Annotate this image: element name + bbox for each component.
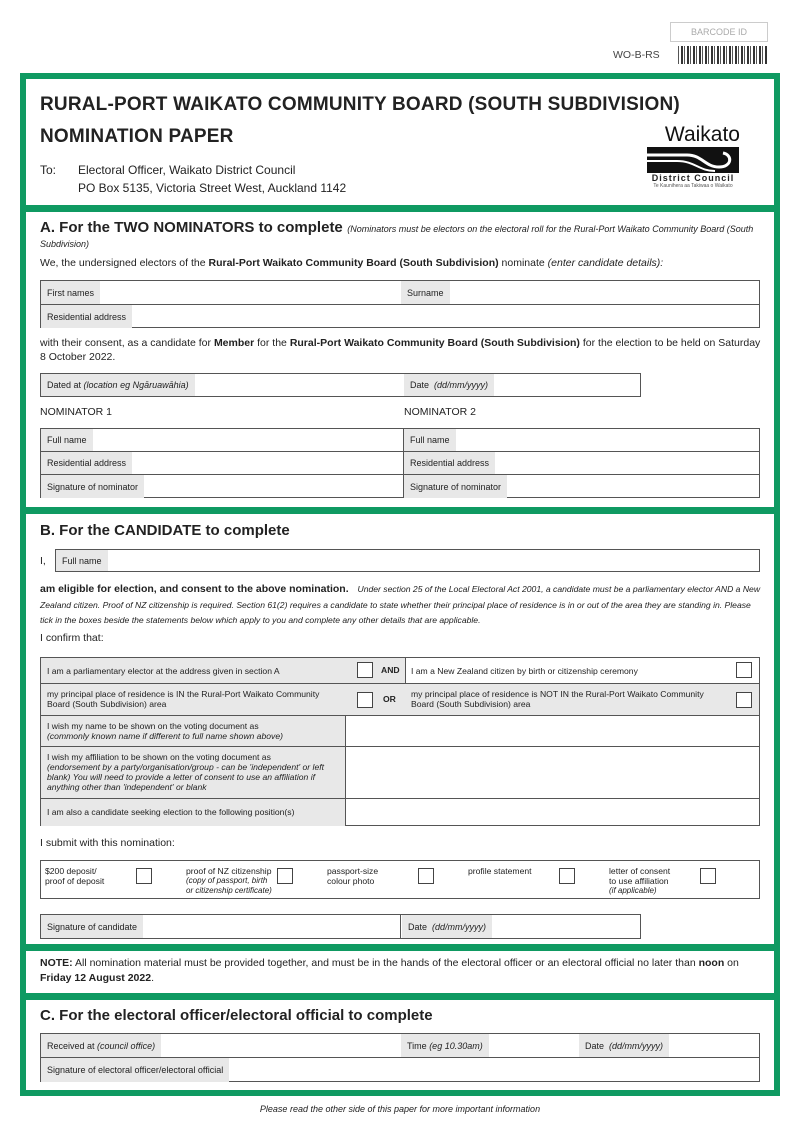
section-divider bbox=[20, 944, 780, 951]
page-subtitle: NOMINATION PAPER bbox=[40, 126, 234, 147]
and-label: AND bbox=[381, 665, 400, 675]
section-a-intro: We, the undersigned electors of the Rural-Port Waikato Community Board (South Subdivision) nominate (enter candidate details): bbox=[40, 257, 664, 269]
surname-field[interactable]: Surname bbox=[401, 281, 759, 304]
candidate-full-name-field[interactable]: Full name bbox=[55, 549, 760, 572]
nz-citizen-checkbox[interactable] bbox=[736, 662, 752, 678]
residence-in-text: my principal place of residence is IN the Rural-Port Waikato Community Board (South Subdivision) area bbox=[47, 689, 320, 709]
nominator-1-label: NOMINATOR 1 bbox=[40, 406, 112, 418]
received-at-field[interactable]: Received at (council office) bbox=[41, 1034, 401, 1057]
submit-item-checkbox[interactable] bbox=[418, 868, 434, 884]
residence-not-in-text: my principal place of residence is NOT IN the Rural-Port Waikato Community Board (South Subdivision) area bbox=[411, 689, 704, 709]
submit-item-checkbox[interactable] bbox=[559, 868, 575, 884]
residence-not-in-checkbox[interactable] bbox=[736, 692, 752, 708]
i-label: I, bbox=[40, 555, 46, 567]
submit-item bbox=[609, 866, 746, 896]
submit-item bbox=[468, 866, 605, 896]
other-positions-field[interactable] bbox=[347, 799, 759, 826]
nominator-1-address[interactable]: Residential address bbox=[41, 452, 403, 474]
official-table bbox=[40, 1033, 760, 1082]
confirm-label: I confirm that: bbox=[40, 632, 104, 644]
submit-item-label: profile statement bbox=[468, 866, 532, 876]
submit-item-checkbox[interactable] bbox=[136, 868, 152, 884]
consent-text: with their consent, as a candidate for Member for the Rural-Port Waikato Community Board (South Subdivision) for the election to be held on Saturday 8 October 2022. bbox=[40, 337, 761, 363]
barcode-image bbox=[678, 46, 768, 64]
submit-item-label: $200 deposit/ proof of deposit bbox=[45, 866, 105, 886]
submit-item-label: letter of consent to use affiliation bbox=[609, 866, 671, 886]
parliamentary-elector-checkbox[interactable] bbox=[357, 662, 373, 678]
address-line-2: PO Box 5135, Victoria Street West, Auckland 1142 bbox=[78, 181, 347, 195]
nominator-2-address[interactable]: Residential address bbox=[404, 452, 759, 474]
submit-item-note: (if applicable) bbox=[609, 886, 657, 895]
nz-citizen-text: I am a New Zealand citizen by birth or citizenship ceremony bbox=[411, 666, 638, 676]
first-names-field[interactable]: First names bbox=[41, 281, 401, 304]
submit-item-label: passport-size colour photo bbox=[327, 866, 379, 886]
affiliation-field[interactable] bbox=[347, 747, 759, 798]
nominator-2-full-name[interactable]: Full name bbox=[404, 429, 759, 451]
to-label: To: bbox=[40, 163, 57, 177]
section-b-heading: B. For the CANDIDATE to complete bbox=[40, 522, 290, 539]
candidate-signature-field[interactable]: Signature of candidate bbox=[41, 915, 401, 938]
affiliation-label: I wish my affiliation to be shown on the voting document as (endorsement by a party/organisation/group - can be 'independent' or left blank) You will need to provide a letter of consent to use an affiliation if anything other than 'independent' or blank bbox=[41, 747, 346, 798]
section-c-heading: C. For the electoral officer/electoral official to complete bbox=[40, 1007, 433, 1024]
candidate-date-field[interactable]: Date (dd/mm/yyyy) bbox=[402, 915, 640, 938]
or-label: OR bbox=[383, 694, 396, 704]
barcode-id-box: BARCODE ID bbox=[670, 22, 768, 42]
residence-in-checkbox[interactable] bbox=[357, 692, 373, 708]
nominator-2-label: NOMINATOR 2 bbox=[404, 406, 476, 418]
voting-name-field[interactable] bbox=[347, 716, 759, 746]
submit-label: I submit with this nomination: bbox=[40, 837, 175, 849]
candidate-details-table bbox=[40, 280, 760, 328]
submit-item bbox=[186, 866, 323, 896]
received-date-field[interactable]: Date (dd/mm/yyyy) bbox=[579, 1034, 759, 1057]
submit-item bbox=[327, 866, 464, 896]
nominator-1-full-name[interactable]: Full name bbox=[41, 429, 403, 451]
submit-item bbox=[45, 866, 182, 896]
eligibility-text: am eligible for election, and consent to the above nomination. Under section 25 of the Local Electoral Act 2001, a candidate must be a parliamentary elector AND a New Zealand citizen. Proof of NZ citizenship is required. Section 61(2) requires a candidate to state whether their principal place of residence is in or out of the area they are standing in. Please tick in the boxes beside the statements below which apply to you and complete any other details that are applicable. bbox=[40, 583, 761, 625]
dated-at-field[interactable]: Dated at (location eg Ngāruawāhia) bbox=[41, 374, 401, 396]
nominator-2-signature[interactable]: Signature of nominator bbox=[404, 475, 759, 498]
footer-note: Please read the other side of this paper for more important information bbox=[259, 1104, 541, 1114]
waikato-logo: Waikato District Council Te Kaunihera aa Takiwaa o Waikato bbox=[646, 124, 740, 189]
submit-items bbox=[40, 860, 760, 899]
submit-item-checkbox[interactable] bbox=[700, 868, 716, 884]
nominator-1-signature[interactable]: Signature of nominator bbox=[41, 475, 403, 498]
section-divider bbox=[20, 205, 780, 212]
parliamentary-elector-text: I am a parliamentary elector at the address given in section A bbox=[47, 666, 280, 676]
nominators-table bbox=[40, 428, 760, 498]
confirm-table bbox=[40, 657, 760, 826]
official-signature-field[interactable]: Signature of electoral officer/electoral official bbox=[41, 1058, 759, 1082]
section-a-heading: A. For the TWO NOMINATORS to complete (Nominators must be electors on the electoral roll for the Rural-Port Waikato Community Board (South Subdivision) bbox=[40, 219, 754, 249]
section-divider bbox=[20, 507, 780, 514]
deadline-note: NOTE: All nomination material must be provided together, and must be in the hands of the electoral officer or an electoral official no later than noon on Friday 12 August 2022. bbox=[40, 957, 739, 984]
candidate-signature-row bbox=[40, 914, 641, 939]
form-code: WO-B-RS bbox=[613, 49, 660, 61]
dated-row bbox=[40, 373, 641, 397]
submit-item-checkbox[interactable] bbox=[277, 868, 293, 884]
address-line-1: Electoral Officer, Waikato District Council bbox=[78, 163, 296, 177]
time-field[interactable]: Time (eg 10.30am) bbox=[401, 1034, 579, 1057]
date-field[interactable]: Date (dd/mm/yyyy) bbox=[404, 374, 640, 396]
submit-item-label: proof of NZ citizenship bbox=[186, 866, 272, 876]
section-divider bbox=[20, 993, 780, 1000]
voting-name-label: I wish my name to be shown on the voting document as (commonly known name if different to full name shown above) bbox=[41, 716, 346, 746]
candidate-address-field[interactable]: Residential address bbox=[41, 305, 759, 328]
submit-item-note: (copy of passport, birth or citizenship certificate) bbox=[186, 876, 272, 895]
other-positions-label: I am also a candidate seeking election to the following position(s) bbox=[41, 799, 346, 826]
page-title: RURAL-PORT WAIKATO COMMUNITY BOARD (SOUTH SUBDIVISION) bbox=[40, 94, 680, 115]
